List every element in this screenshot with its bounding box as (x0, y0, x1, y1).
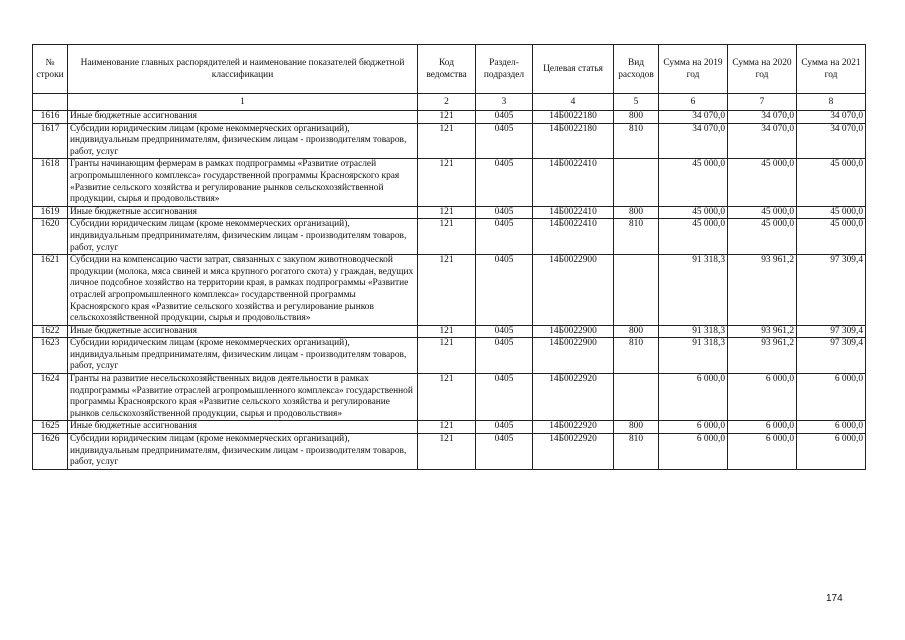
column-number: 5 (614, 94, 659, 111)
target-article-cell: 14Б0022900 (533, 325, 614, 338)
sum-2019-cell: 6 000,0 (659, 434, 728, 470)
sum-2021-cell: 97 309,4 (797, 325, 866, 338)
table-row (33, 325, 866, 338)
section-cell: 0405 (476, 255, 533, 326)
column-number: 4 (533, 94, 614, 111)
table-row (33, 111, 866, 124)
table-header (33, 45, 866, 111)
sum-2020-cell: 34 070,0 (728, 123, 797, 159)
dept-code-cell: 121 (418, 434, 476, 470)
column-number-row (33, 94, 866, 111)
sum-2019-cell: 34 070,0 (659, 123, 728, 159)
header-section: Раздел-подраздел (476, 45, 533, 94)
target-article-cell: 14Б0022920 (533, 434, 614, 470)
column-number: 3 (476, 94, 533, 111)
budget-table (32, 44, 866, 470)
row-number-cell: 1623 (33, 338, 68, 374)
row-number-cell: 1626 (33, 434, 68, 470)
sum-2020-cell: 45 000,0 (728, 159, 797, 206)
table-row (33, 206, 866, 219)
sum-2019-cell: 91 318,3 (659, 255, 728, 326)
expense-type-cell: 800 (614, 421, 659, 434)
table-row (33, 434, 866, 470)
column-number (33, 94, 68, 111)
header-row-number: № строки (33, 45, 68, 94)
header-sum-2021: Сумма на 2021 год (797, 45, 866, 94)
section-cell: 0405 (476, 421, 533, 434)
sum-2021-cell: 34 070,0 (797, 111, 866, 124)
sum-2021-cell: 45 000,0 (797, 219, 866, 255)
column-number: 8 (797, 94, 866, 111)
header-name: Наименование главных распорядителей и наименование показателей бюджетной классификации (68, 45, 418, 94)
sum-2019-cell: 6 000,0 (659, 421, 728, 434)
target-article-cell: 14Б0022180 (533, 123, 614, 159)
row-number-cell: 1622 (33, 325, 68, 338)
sum-2020-cell: 6 000,0 (728, 374, 797, 421)
row-number-cell: 1624 (33, 374, 68, 421)
sum-2019-cell: 91 318,3 (659, 338, 728, 374)
header-dept-code: Код ведомства (418, 45, 476, 94)
section-cell: 0405 (476, 338, 533, 374)
table-row (33, 123, 866, 159)
sum-2020-cell: 6 000,0 (728, 434, 797, 470)
dept-code-cell: 121 (418, 255, 476, 326)
sum-2020-cell: 93 961,2 (728, 338, 797, 374)
target-article-cell: 14Б0022410 (533, 159, 614, 206)
name-cell: Иные бюджетные ассигнования (68, 206, 418, 219)
expense-type-cell: 810 (614, 434, 659, 470)
target-article-cell: 14Б0022410 (533, 206, 614, 219)
dept-code-cell: 121 (418, 206, 476, 219)
column-number: 6 (659, 94, 728, 111)
page-number: 174 (826, 593, 843, 604)
sum-2019-cell: 6 000,0 (659, 374, 728, 421)
expense-type-cell: 800 (614, 206, 659, 219)
sum-2019-cell: 45 000,0 (659, 219, 728, 255)
section-cell: 0405 (476, 374, 533, 421)
row-number-cell: 1619 (33, 206, 68, 219)
name-cell: Субсидии юридическим лицам (кроме некоммерческих организаций), индивидуальным предпринимателям, физическим лицам - производителям товаров, работ, услуг (68, 434, 418, 470)
row-number-cell: 1621 (33, 255, 68, 326)
table-row (33, 219, 866, 255)
column-number: 7 (728, 94, 797, 111)
sum-2020-cell: 34 070,0 (728, 111, 797, 124)
table-row (33, 159, 866, 206)
name-cell: Иные бюджетные ассигнования (68, 325, 418, 338)
sum-2019-cell: 91 318,3 (659, 325, 728, 338)
sum-2019-cell: 45 000,0 (659, 159, 728, 206)
header-expense-type: Вид расходов (614, 45, 659, 94)
dept-code-cell: 121 (418, 325, 476, 338)
dept-code-cell: 121 (418, 219, 476, 255)
row-number-cell: 1618 (33, 159, 68, 206)
section-cell: 0405 (476, 219, 533, 255)
sum-2021-cell: 97 309,4 (797, 338, 866, 374)
sum-2021-cell: 97 309,4 (797, 255, 866, 326)
dept-code-cell: 121 (418, 159, 476, 206)
table-row (33, 374, 866, 421)
target-article-cell: 14Б0022180 (533, 111, 614, 124)
target-article-cell: 14Б0022920 (533, 374, 614, 421)
section-cell: 0405 (476, 434, 533, 470)
name-cell: Иные бюджетные ассигнования (68, 111, 418, 124)
name-cell: Субсидии юридическим лицам (кроме некоммерческих организаций), индивидуальным предпринимателям, физическим лицам - производителям товаров, работ, услуг (68, 123, 418, 159)
row-number-cell: 1625 (33, 421, 68, 434)
name-cell: Субсидии юридическим лицам (кроме некоммерческих организаций), индивидуальным предпринимателям, физическим лицам - производителям товаров, работ, услуг (68, 219, 418, 255)
section-cell: 0405 (476, 111, 533, 124)
sum-2020-cell: 45 000,0 (728, 206, 797, 219)
sum-2021-cell: 6 000,0 (797, 421, 866, 434)
target-article-cell: 14Б0022900 (533, 338, 614, 374)
section-cell: 0405 (476, 325, 533, 338)
sum-2019-cell: 34 070,0 (659, 111, 728, 124)
expense-type-cell: 810 (614, 123, 659, 159)
expense-type-cell: 810 (614, 219, 659, 255)
sum-2020-cell: 45 000,0 (728, 219, 797, 255)
sum-2021-cell: 6 000,0 (797, 434, 866, 470)
dept-code-cell: 121 (418, 374, 476, 421)
sum-2021-cell: 45 000,0 (797, 206, 866, 219)
table-row (33, 421, 866, 434)
target-article-cell: 14Б0022900 (533, 255, 614, 326)
expense-type-cell (614, 374, 659, 421)
name-cell: Субсидии на компенсацию части затрат, связанных с закупом животноводческой продукции (молока, мяса свиней и мяса крупного рогатого скота) у граждан, ведущих личное подсобное хозяйство на территории края, в рамках подпрограммы «Развитие отраслей агропромышленного комплекса» государственной программы Красноярского края «Развитие сельского хозяйства и регулирование рынков сельскохозяйственной продукции, сырья и продовольствия» (68, 255, 418, 326)
dept-code-cell: 121 (418, 111, 476, 124)
section-cell: 0405 (476, 159, 533, 206)
header-sum-2019: Сумма на 2019 год (659, 45, 728, 94)
table-body (33, 111, 866, 470)
sum-2020-cell: 93 961,2 (728, 325, 797, 338)
table-row (33, 255, 866, 326)
dept-code-cell: 121 (418, 421, 476, 434)
sum-2021-cell: 34 070,0 (797, 123, 866, 159)
row-number-cell: 1620 (33, 219, 68, 255)
row-number-cell: 1617 (33, 123, 68, 159)
header-target-article: Целевая статья (533, 45, 614, 94)
sum-2021-cell: 45 000,0 (797, 159, 866, 206)
expense-type-cell: 800 (614, 325, 659, 338)
name-cell: Гранты начинающим фермерам в рамках подпрограммы «Развитие отраслей агропромышленного комплекса» государственной программы Красноярского края «Развитие сельского хозяйства и регулирование рынков сельскохозяйственной продукции, сырья и продовольствия» (68, 159, 418, 206)
expense-type-cell: 810 (614, 338, 659, 374)
sum-2019-cell: 45 000,0 (659, 206, 728, 219)
target-article-cell: 14Б0022410 (533, 219, 614, 255)
expense-type-cell (614, 159, 659, 206)
sum-2020-cell: 6 000,0 (728, 421, 797, 434)
expense-type-cell: 800 (614, 111, 659, 124)
dept-code-cell: 121 (418, 338, 476, 374)
column-number: 2 (418, 94, 476, 111)
row-number-cell: 1616 (33, 111, 68, 124)
section-cell: 0405 (476, 123, 533, 159)
column-number: 1 (68, 94, 418, 111)
name-cell: Субсидии юридическим лицам (кроме некоммерческих организаций), индивидуальным предпринимателям, физическим лицам - производителям товаров, работ, услуг (68, 338, 418, 374)
table-row (33, 338, 866, 374)
expense-type-cell (614, 255, 659, 326)
sum-2021-cell: 6 000,0 (797, 374, 866, 421)
target-article-cell: 14Б0022920 (533, 421, 614, 434)
sum-2020-cell: 93 961,2 (728, 255, 797, 326)
name-cell: Гранты на развитие несельскохозяйственных видов деятельности в рамках подпрограммы «Развитие отраслей агропромышленного комплекса» государственной программы Красноярского края «Развитие сельского хозяйства и регулирование рынков сельскохозяйственной продукции, сырья и продовольствия» (68, 374, 418, 421)
header-sum-2020: Сумма на 2020 год (728, 45, 797, 94)
section-cell: 0405 (476, 206, 533, 219)
name-cell: Иные бюджетные ассигнования (68, 421, 418, 434)
dept-code-cell: 121 (418, 123, 476, 159)
